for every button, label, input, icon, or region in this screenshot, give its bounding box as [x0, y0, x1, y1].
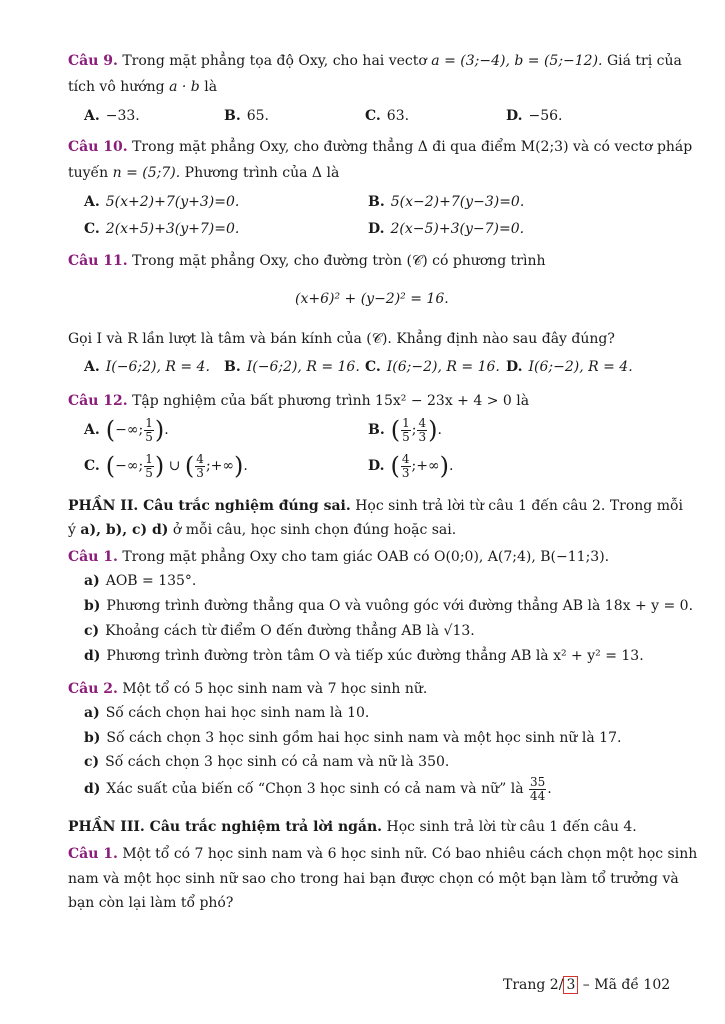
q12-heading: Câu 12.	[68, 393, 128, 409]
q10-option-a	[84, 193, 239, 211]
p2-q1-item-c	[84, 622, 475, 640]
q9-dot-product: a · b	[169, 79, 200, 95]
q12-line1	[68, 392, 529, 410]
option-value: I(6;−2), R = 4.	[528, 359, 633, 375]
q9-line1	[68, 52, 682, 70]
q9-vector-a: a = (3;−4),	[431, 53, 510, 69]
item-text: Xác suất của biến cố “Chọn 3 học sinh có cả nam và nữ” là	[106, 781, 524, 797]
option-value: I(−6;2), R = 16.	[246, 359, 360, 375]
part2-title: PHẦN II. Câu trắc nghiệm đúng sai.	[68, 498, 351, 514]
q11-option-c	[365, 358, 500, 376]
p2-q2-line	[68, 680, 427, 698]
option-post: .	[243, 458, 248, 474]
option-label: B.	[224, 108, 241, 124]
p2-q2-heading: Câu 2.	[68, 681, 118, 697]
p3-q1-line2: nam và một học sinh nữ sao cho trong hai bạn được chọn có một bạn làm tổ trưởng và	[68, 871, 679, 887]
fraction	[529, 776, 546, 803]
p2-q1-item-d	[84, 647, 644, 665]
numerator: 1	[145, 415, 153, 430]
option-value: −33.	[105, 108, 140, 124]
part2-line2	[68, 521, 456, 539]
q11-option-b	[224, 358, 360, 376]
q10-option-b	[368, 193, 524, 211]
p2-q2-item-d: d) Xác suất của biến cố “Chọn 3 học sinh có cả nam và nữ” là $\frac{35}{44}$ .	[84, 774, 552, 803]
p2-q2-text: Một tổ có 5 học sinh nam và 7 học sinh nữ.	[122, 681, 428, 697]
q12-option-a: A. (−∞; $\frac{1}{5}$ ).	[84, 415, 169, 444]
item-text: Phương trình đường tròn tâm O và tiếp xúc đường thẳng AB là x² + y² = 13.	[106, 648, 644, 664]
q10-option-d	[368, 220, 524, 238]
option-value: 63.	[386, 108, 410, 124]
part3-title: PHẦN III. Câu trắc nghiệm trả lời ngắn.	[68, 819, 383, 835]
q10-text1: Trong mặt phẳng Oxy, cho đường thẳng Δ đi qua điểm M(2;3) và có vectơ pháp	[132, 139, 693, 155]
option-label: D.	[368, 458, 385, 474]
p2-q1-text: Trong mặt phẳng Oxy cho tam giác OAB có O(0;0), A(7;4), B(−11;3).	[122, 549, 610, 565]
numerator: 4	[401, 451, 410, 466]
part3-desc: Học sinh trả lời từ câu 1 đến câu 4.	[386, 819, 637, 835]
option-label: D.	[368, 221, 385, 237]
q9-heading: Câu 9.	[68, 53, 118, 69]
option-label: D.	[506, 108, 523, 124]
option-post: .	[437, 422, 442, 438]
p2-q2-item-c	[84, 753, 449, 771]
option-value: 5(x−2)+7(y−3)=0.	[390, 194, 525, 210]
q12-option-b: B. ( $\frac{1}{5}$ ; $\frac{4}{3}$ ).	[368, 415, 442, 444]
option-label: A.	[84, 108, 100, 124]
q9-option-a	[84, 107, 140, 125]
option-label: C.	[84, 458, 100, 474]
fraction	[401, 453, 411, 480]
current-page-number: 3	[563, 976, 578, 994]
q11-equation: (x+6)² + (y−2)² = 16.	[295, 291, 449, 307]
q10-heading: Câu 10.	[68, 139, 128, 155]
q12-option-d: D. ( $\frac{4}{3}$ ;+∞).	[368, 451, 454, 480]
option-label: B.	[224, 359, 241, 375]
p3-q1-text1: Một tổ có 7 học sinh nam và 6 học sinh nữ. Có bao nhiêu cách chọn một học sinh	[122, 846, 698, 862]
p2-q1-item-a	[84, 572, 196, 590]
p3-q1-heading: Câu 1.	[68, 846, 118, 862]
option-label: B.	[368, 422, 385, 438]
option-label: A.	[84, 359, 100, 375]
part2-desc1: Học sinh trả lời từ câu 1 đến câu 2. Trong mỗi	[355, 498, 684, 514]
q11-heading: Câu 11.	[68, 253, 128, 269]
footer-prefix: Trang 2/	[503, 977, 564, 993]
q10-line2	[68, 164, 339, 182]
option-label: C.	[365, 108, 381, 124]
q12-text1: Tập nghiệm của bất phương trình 15x² − 23x + 4 > 0 là	[132, 393, 530, 409]
part3-line1	[68, 818, 637, 836]
option-label: A.	[84, 194, 100, 210]
option-label: C.	[365, 359, 381, 375]
q11-option-d	[506, 358, 633, 376]
p3-q1-line1	[68, 845, 697, 863]
option-tail: ;+∞	[411, 458, 440, 474]
q11-line1	[68, 252, 546, 270]
fraction	[144, 417, 154, 444]
numerator: 35	[530, 774, 546, 789]
q9-option-d	[506, 107, 563, 125]
p2-q1-item-b	[84, 597, 693, 615]
p2-q1-line	[68, 548, 609, 566]
item-text: Số cách chọn hai học sinh nam là 10.	[105, 705, 370, 721]
page-footer	[503, 976, 670, 994]
p2-q1-heading: Câu 1.	[68, 549, 118, 565]
item-label: b)	[84, 730, 101, 746]
part2-desc2b: a), b), c) d)	[80, 522, 169, 538]
item-label: a)	[84, 573, 100, 589]
option-pre: −∞;	[115, 458, 144, 474]
fraction	[417, 417, 427, 444]
q9-line2	[68, 78, 217, 96]
fraction	[195, 453, 205, 480]
item-label: b)	[84, 598, 101, 614]
q10-text2b: Phương trình của Δ là	[184, 165, 340, 181]
q12-option-c: C. (−∞; $\frac{1}{5}$ ) ∪ ( $\frac{4}{3}$ ;+∞).	[84, 451, 248, 480]
q11-option-a	[84, 358, 210, 376]
numerator: 1	[402, 415, 410, 430]
item-text: Số cách chọn 3 học sinh có cả nam và nữ là 350.	[105, 754, 450, 770]
q11-text2: Gọi I và R lần lượt là tâm và bán kính của (𝒞). Khẳng định nào sau đây đúng?	[68, 331, 615, 347]
q10-option-c	[84, 220, 239, 238]
item-text: Khoảng cách từ điểm O đến đường thẳng AB là √13.	[105, 623, 475, 639]
option-value: 65.	[246, 108, 269, 124]
option-value: −56.	[528, 108, 563, 124]
option-post: .	[449, 458, 454, 474]
q9-text3: tích vô hướng	[68, 79, 165, 95]
option-value: 2(x−5)+3(y−7)=0.	[390, 221, 525, 237]
q9-vector-b: b = (5;−12).	[514, 53, 603, 69]
q10-text2a: tuyến	[68, 165, 109, 181]
p2-q2-item-a	[84, 704, 369, 722]
fraction	[144, 453, 154, 480]
q10-normal-vector: n = (5;7).	[112, 165, 181, 181]
part2-line1	[68, 497, 683, 515]
denominator: 3	[196, 465, 204, 480]
option-value: 5(x+2)+7(y+3)=0.	[105, 194, 240, 210]
q11-text1: Trong mặt phẳng Oxy, cho đường tròn (𝒞) có phương trình	[132, 253, 546, 269]
item-text: Phương trình đường thẳng qua O và vuông góc với đường thẳng AB là 18x + y = 0.	[106, 598, 694, 614]
option-post: .	[164, 422, 169, 438]
denominator: 5	[402, 429, 410, 444]
denominator: 5	[145, 465, 153, 480]
q9-text1: Trong mặt phẳng tọa độ Oxy, cho hai vectơ	[122, 53, 427, 69]
item-text: Số cách chọn 3 học sinh gồm hai học sinh nam và một học sinh nữ là 17.	[106, 730, 622, 746]
item-text: AOB = 135°.	[105, 573, 197, 589]
denominator: 5	[145, 429, 153, 444]
option-pre: −∞;	[115, 422, 144, 438]
option-label: D.	[506, 359, 523, 375]
numerator: 1	[145, 451, 153, 466]
q9-option-c	[365, 107, 409, 125]
p3-q1-line3: bạn còn lại làm tổ phó?	[68, 895, 234, 911]
option-label: A.	[84, 422, 100, 438]
p2-q2-item-b	[84, 729, 621, 747]
part2-desc2a: ý	[68, 522, 76, 538]
denominator: 3	[418, 429, 427, 444]
option-value: 2(x+5)+3(y+7)=0.	[105, 221, 240, 237]
item-label: c)	[84, 623, 100, 639]
option-value: I(6;−2), R = 16.	[386, 359, 500, 375]
option-value: I(−6;2), R = 4.	[105, 359, 210, 375]
denominator: 44	[530, 788, 546, 803]
q9-option-b	[224, 107, 269, 125]
item-label: d)	[84, 648, 101, 664]
numerator: 4	[196, 451, 204, 466]
q9-text4: là	[204, 79, 218, 95]
part2-desc2c: ở mỗi câu, học sinh chọn đúng hoặc sai.	[172, 522, 457, 538]
option-label: C.	[84, 221, 100, 237]
option-tail: ;+∞	[205, 458, 235, 474]
option-label: B.	[368, 194, 385, 210]
fraction	[401, 417, 411, 444]
footer-suffix: – Mã đề 102	[578, 977, 671, 993]
q10-line1	[68, 138, 692, 156]
item-label: a)	[84, 705, 100, 721]
q9-text2: Giá trị của	[606, 53, 682, 69]
item-label: d)	[84, 781, 101, 797]
denominator: 3	[401, 465, 410, 480]
union-sign: ∪	[164, 458, 185, 474]
item-label: c)	[84, 754, 100, 770]
numerator: 4	[418, 415, 427, 430]
